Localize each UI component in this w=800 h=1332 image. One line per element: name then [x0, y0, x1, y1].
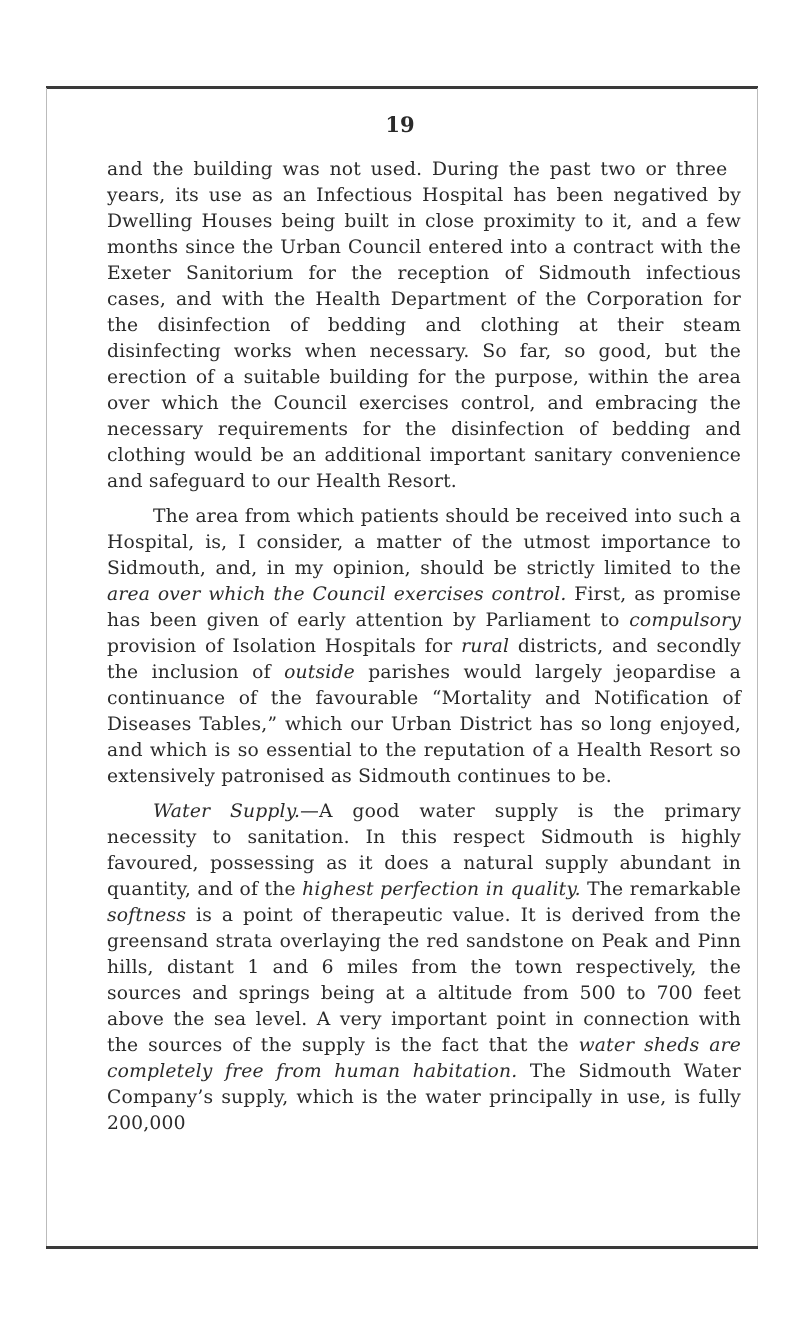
paragraph-1-text: and the building was not used. During the past two or three years, its use as an Infectious Hospital has been negatived by Dwelling Houses being built in close proximity to it, and a few months since the Urban Council entered into a contract with the Exeter Sanitorium for the reception of Sidmouth infectious cases, and with the Health Department of the Corporation for the disinfection of bedding and clothing at their steam disinfecting works when necessary. So far, so good, but the erection of a suitable building for the purpose, within the area over which the Council exercises control, and embracing the necessary requirements for the disinfection of bedding and clothing would be an additional important sanitary convenience and safeguard to our Health Resort. — [107, 159, 741, 492]
paragraph-2-segment-1: The area from which patients should be received into such a Hospital, is, I consider, a matter of the utmost importance to Sidmouth, and, in my opinion, should be strictly limited to the — [107, 506, 741, 579]
paragraph-1 — [107, 157, 741, 495]
page-number: 19 — [385, 112, 415, 137]
right-page-edge — [757, 88, 758, 1248]
paragraph-3-segment-4: The remarkable — [580, 879, 741, 900]
bottom-rule — [46, 1246, 758, 1249]
paragraph-2-italic-area-clause: area over which the Council exercises control. — [107, 584, 567, 605]
paragraph-3 — [107, 799, 741, 1137]
paragraph-3-segment-6: is a point of therapeutic value. It is derived from the greensand strata overlaying the red sandstone on Peak and Pinn hills, distant 1 and 6 miles from the town respectively, the sources and springs being at a altitude from 500 to 700 feet above the sea level. A very important point in connection with the sources of the supply is the fact that the — [107, 905, 741, 1056]
left-page-edge — [46, 88, 47, 1248]
paragraph-2-segment-3: First, as promise has been given of early attention by Parliament to — [107, 584, 741, 631]
paragraph-2-segment-7: districts, and secondly the inclusion of — [107, 636, 742, 683]
paragraph-3-italic-softness: softness — [107, 905, 187, 926]
paragraph-2-italic-outside: outside — [284, 662, 355, 683]
paragraph-3-italic-highest-perfection: highest perfection in quality. — [302, 879, 581, 900]
paragraph-2-segment-5: provision of Isolation Hospitals for — [107, 636, 462, 657]
paragraph-2 — [107, 504, 741, 790]
paragraph-2-segment-9: parishes would largely jeopardise a continuance of the favourable “Mortality and Notification of Diseases Tables,” which our Urban District has so long enjoyed, and which is so essential to the reputation of a Health Resort so extensively patronised as Sidmouth continues to be. — [107, 662, 741, 787]
paragraph-3-segment-8: The Sidmouth Water Company’s supply, which is the water principally in use, is fully 200,000 — [107, 1061, 741, 1134]
page-body — [107, 157, 741, 1146]
paragraph-3-segment-2: —A good water supply is the primary necessity to sanitation. In this respect Sidmouth is highly favoured, possessing as it does a natural supply abundant in quantity, and of the — [107, 801, 741, 900]
paragraph-2-italic-rural: rural — [461, 636, 510, 657]
paragraph-3-italic-water-sheds: water sheds are completely free from human habitation. — [107, 1035, 741, 1082]
top-rule — [46, 86, 758, 89]
section-heading-water-supply: Water Supply. — [153, 801, 301, 822]
paragraph-2-italic-compulsory: compulsory — [629, 610, 741, 631]
